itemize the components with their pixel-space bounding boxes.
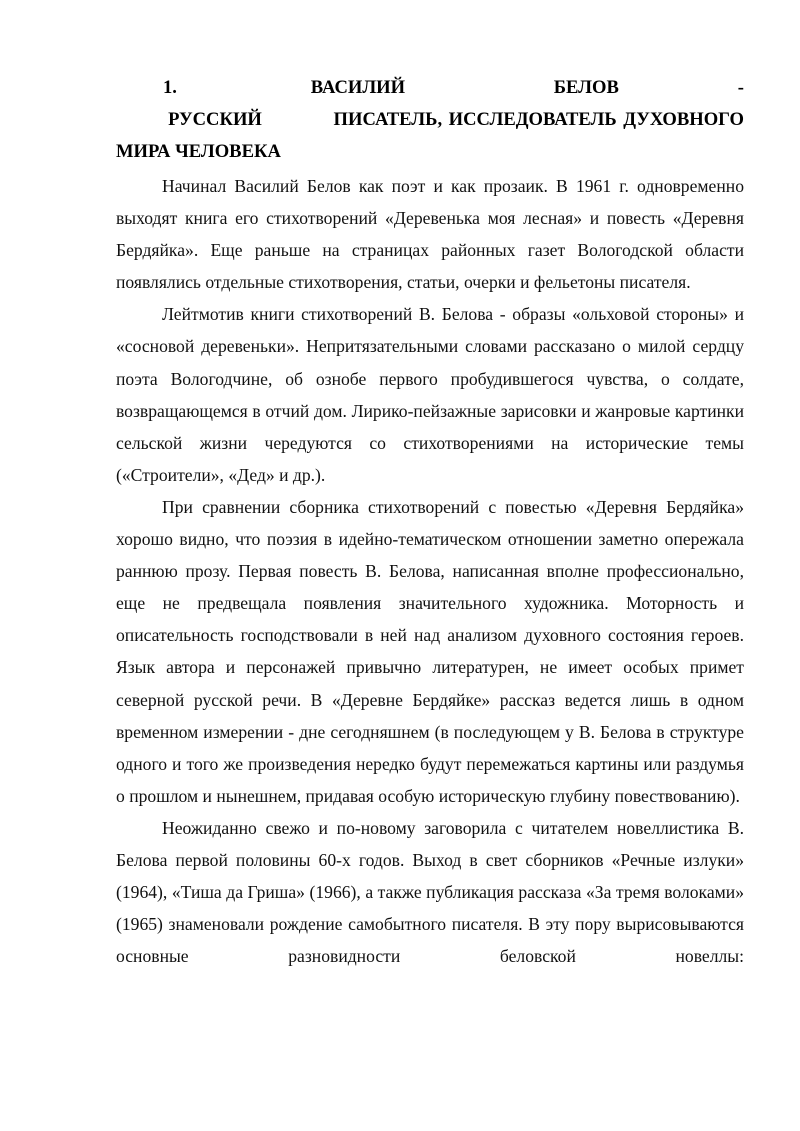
paragraph-3: При сравнении сборника стихотворений с повестью «Деревня Бердяйка» хорошо видно, что поэзия в идейно-тематическом отношении заметно опережала раннюю прозу. Первая повесть В. Белова, написанная вполне профессионально, еще не предвещала появления значительного художника. Моторность и описательность господствовали в ней над анализом духовного состояния героев. Язык автора и персонажей привычно литературен, не имеет особых примет северной русской речи. В «Деревне Бердяйке» рассказ ведется лишь в одном временном измерении - дне сегодняшнем (в последующем у В. Белова в структуре одного и того же произведения нередко будут перемежаться картины или раздумья о прошлом и нынешнем, придавая особую историческую глубину повествованию). — [116, 496, 744, 806]
paragraph-1: Начинал Василий Белов как поэт и как прозаик. В 1961 г. одновременно выходят книга его стихотворений «Деревенька моя лесная» и повесть «Деревня Бердяйка». Еще раньше на страницах районных газет Вологодской области появлялись отдельные стихотворения, статьи, очерки и фельетоны писателя. — [116, 176, 744, 293]
paragraph-4: Неожиданно свежо и по-новому заговорила с читателем новеллистика В. Белова первой половины 60-х годов. Выход в свет сборников «Речные излуки» (1964), «Тиша да Гриша» (1966), а также публикация рассказа «За тремя волоками» (1965) знаменовали рождение самобытного писателя. В эту пору вырисовываются основные разновидности беловской новеллы: — [116, 817, 744, 967]
paragraph-2: Лейтмотив книги стихотворений В. Белова - образы «ольховой стороны» и «сосновой деревеньки». Непритязательными словами рассказано о милой сердцу поэта Вологодчине, об ознобе первого пробудившегося чувства, о солдате, возвращающемся в отчий дом. Лирико-пейзажные зарисовки и жанровые картинки сельской жизни чередуются со стихотворениями на исторические темы («Строители», «Дед» и др.). — [116, 304, 744, 485]
chapter-heading: 1. ВАСИЛИЙ БЕЛОВ - РУССКИЙ ПИСАТЕЛЬ, ИССЛЕДОВАТЕЛЬ ДУХОВНОГО МИРА ЧЕЛОВЕКА — [116, 77, 744, 162]
body-text — [116, 170, 744, 972]
